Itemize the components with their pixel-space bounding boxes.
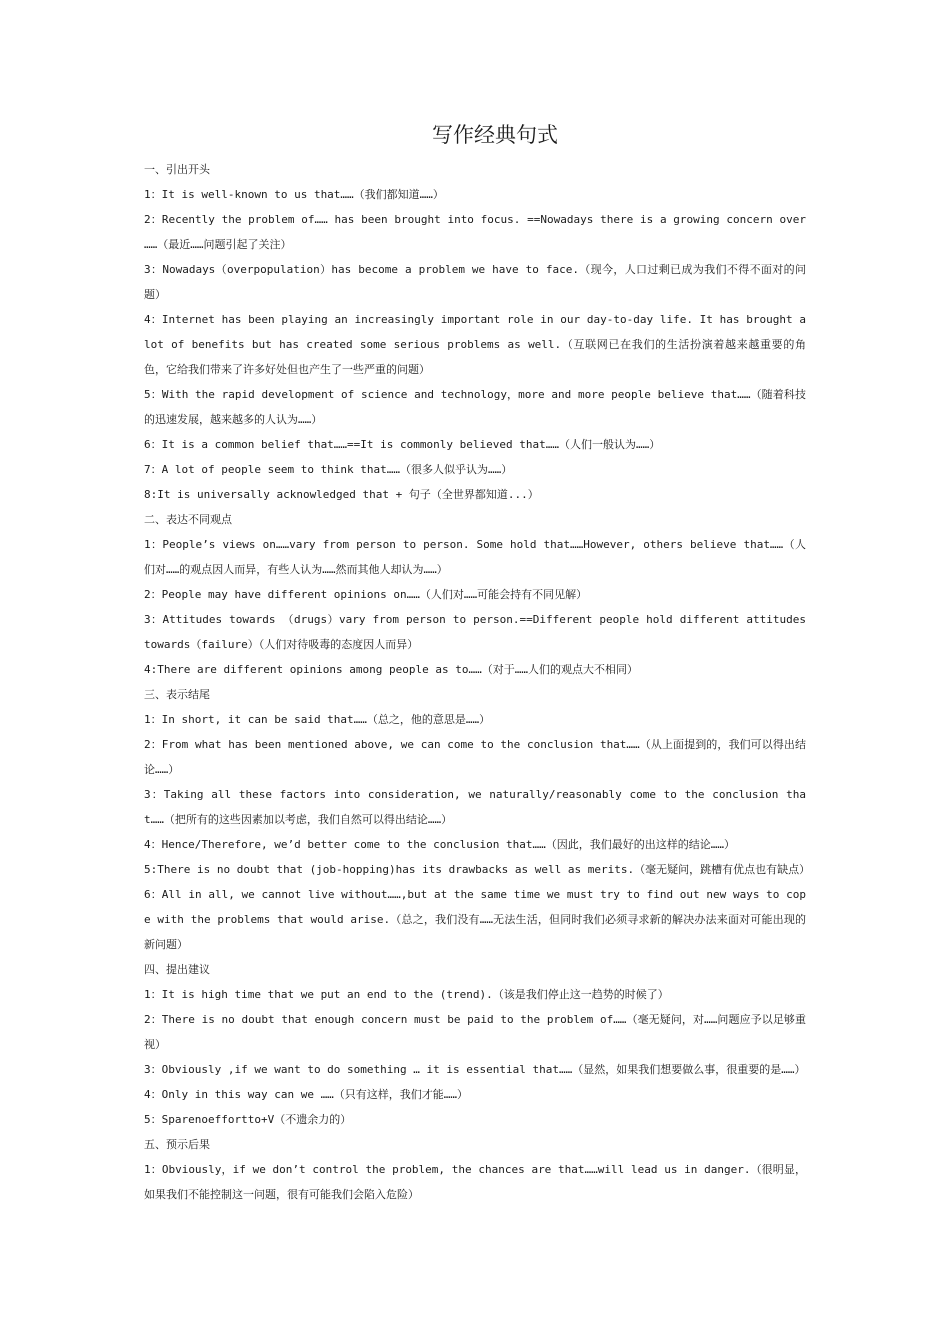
sentence-pattern-item: 5：With the rapid development of science and technology，more and more people believe that……（随着科技的迅速发展，越来越多的人认为……） bbox=[144, 388, 806, 426]
section bbox=[144, 1132, 806, 1207]
sentence-pattern-item: 4：Internet has been playing an increasingly important role in our day-to-day life. It has brought a lot of benefits but has created some serious problems as well.（互联网已在我们的生活扮演着越来越重要的角色，它给我们带来了许多好处但也产生了一些严重的问题） bbox=[144, 313, 806, 376]
sentence-pattern-item: 2：There is no doubt that enough concern must be paid to the problem of……（毫无疑问，对……问题应予以足够重视） bbox=[144, 1013, 806, 1051]
page-title: 写作经典句式 bbox=[432, 123, 558, 147]
sentence-pattern-item: 1：People’s views on……vary from person to person. Some hold that……However, others believe that……（人们对……的观点因人而异，有些人认为……然而其他人却认为……） bbox=[144, 538, 806, 576]
section-heading: 一、引出开头 bbox=[144, 163, 210, 176]
sentence-pattern-item: 7：A lot of people seem to think that……（很多人似乎认为……） bbox=[144, 463, 513, 476]
sentence-pattern-item: 1：In short, it can be said that……（总之，他的意思是……） bbox=[144, 713, 491, 726]
sentence-pattern-item: 3：Attitudes towards （drugs）vary from person to person.==Different people hold different attitudes towards（failure）（人们对待吸毒的态度因人而异） bbox=[144, 613, 806, 651]
document-body bbox=[144, 118, 811, 1207]
sentence-pattern-item: 1：It is well-known to us that……（我们都知道……） bbox=[144, 188, 444, 201]
sentence-pattern-item: 1：It is high time that we put an end to the (trend).（该是我们停止这一趋势的时候了） bbox=[144, 988, 669, 1001]
sentence-pattern-item: 1：Obviously，if we don’t control the problem, the chances are that……will lead us in danger.（很明显，如果我们不能控制这一问题，很有可能我们会陷入危险） bbox=[144, 1163, 806, 1201]
section bbox=[144, 507, 806, 682]
sentence-pattern-item: 2：Recently the problem of…… has been brought into focus. ==Nowadays there is a growing concern over ……（最近……问题引起了关注） bbox=[144, 213, 806, 251]
sentence-pattern-item: 8:It is universally acknowledged that + 句子（全世界都知道...） bbox=[144, 488, 539, 501]
sections-container bbox=[144, 157, 811, 1207]
sentence-pattern-item: 3：Taking all these factors into consideration, we naturally/reasonably come to the conclusion that……（把所有的这些因素加以考虑，我们自然可以得出结论……） bbox=[144, 788, 806, 826]
sentence-pattern-item: 4:There are different opinions among people as to……（对于……人们的观点大不相同） bbox=[144, 663, 638, 676]
sentence-pattern-item: 4：Only in this way can we ……（只有这样，我们才能……） bbox=[144, 1088, 469, 1101]
sentence-pattern-item: 3：Nowadays（overpopulation）has become a problem we have to face.（现今，人口过剩已成为我们不得不面对的问题） bbox=[144, 263, 806, 301]
section bbox=[144, 957, 806, 1132]
section-heading: 二、表达不同观点 bbox=[144, 513, 232, 526]
section bbox=[144, 682, 811, 957]
sentence-pattern-item: 6：All in all, we cannot live without……,but at the same time we must try to find out new ways to cope with the problems that would arise.（总之，我们没有……无法生活，但同时我们必须寻求新的解决办法来面对可能出现的新问题） bbox=[144, 888, 806, 951]
sentence-pattern-item: 2：From what has been mentioned above, we can come to the conclusion that……（从上面提到的，我们可以得出结论……） bbox=[144, 738, 806, 776]
sentence-pattern-item: 2：People may have different opinions on……（人们对……可能会持有不同见解） bbox=[144, 588, 588, 601]
section-heading: 三、表示结尾 bbox=[144, 688, 210, 701]
sentence-pattern-item: 3：Obviously ,if we want to do something … it is essential that……（显然，如果我们想要做么事，很重要的是……） bbox=[144, 1063, 806, 1076]
sentence-pattern-item: 6：It is a common belief that……==It is commonly believed that……（人们一般认为……） bbox=[144, 438, 661, 451]
sentence-pattern-item: 5:There is no doubt that (job-hopping)has its drawbacks as well as merits.（毫无疑问，跳槽有优点也有缺点） bbox=[144, 863, 811, 876]
section bbox=[144, 157, 806, 507]
section-heading: 四、提出建议 bbox=[144, 963, 210, 976]
section-heading: 五、预示后果 bbox=[144, 1138, 210, 1151]
sentence-pattern-item: 5：Sparenoeffortto+V（不遗余力的） bbox=[144, 1113, 352, 1126]
sentence-pattern-item: 4：Hence/Therefore, we’d better come to the conclusion that……（因此，我们最好的出这样的结论……） bbox=[144, 838, 735, 851]
